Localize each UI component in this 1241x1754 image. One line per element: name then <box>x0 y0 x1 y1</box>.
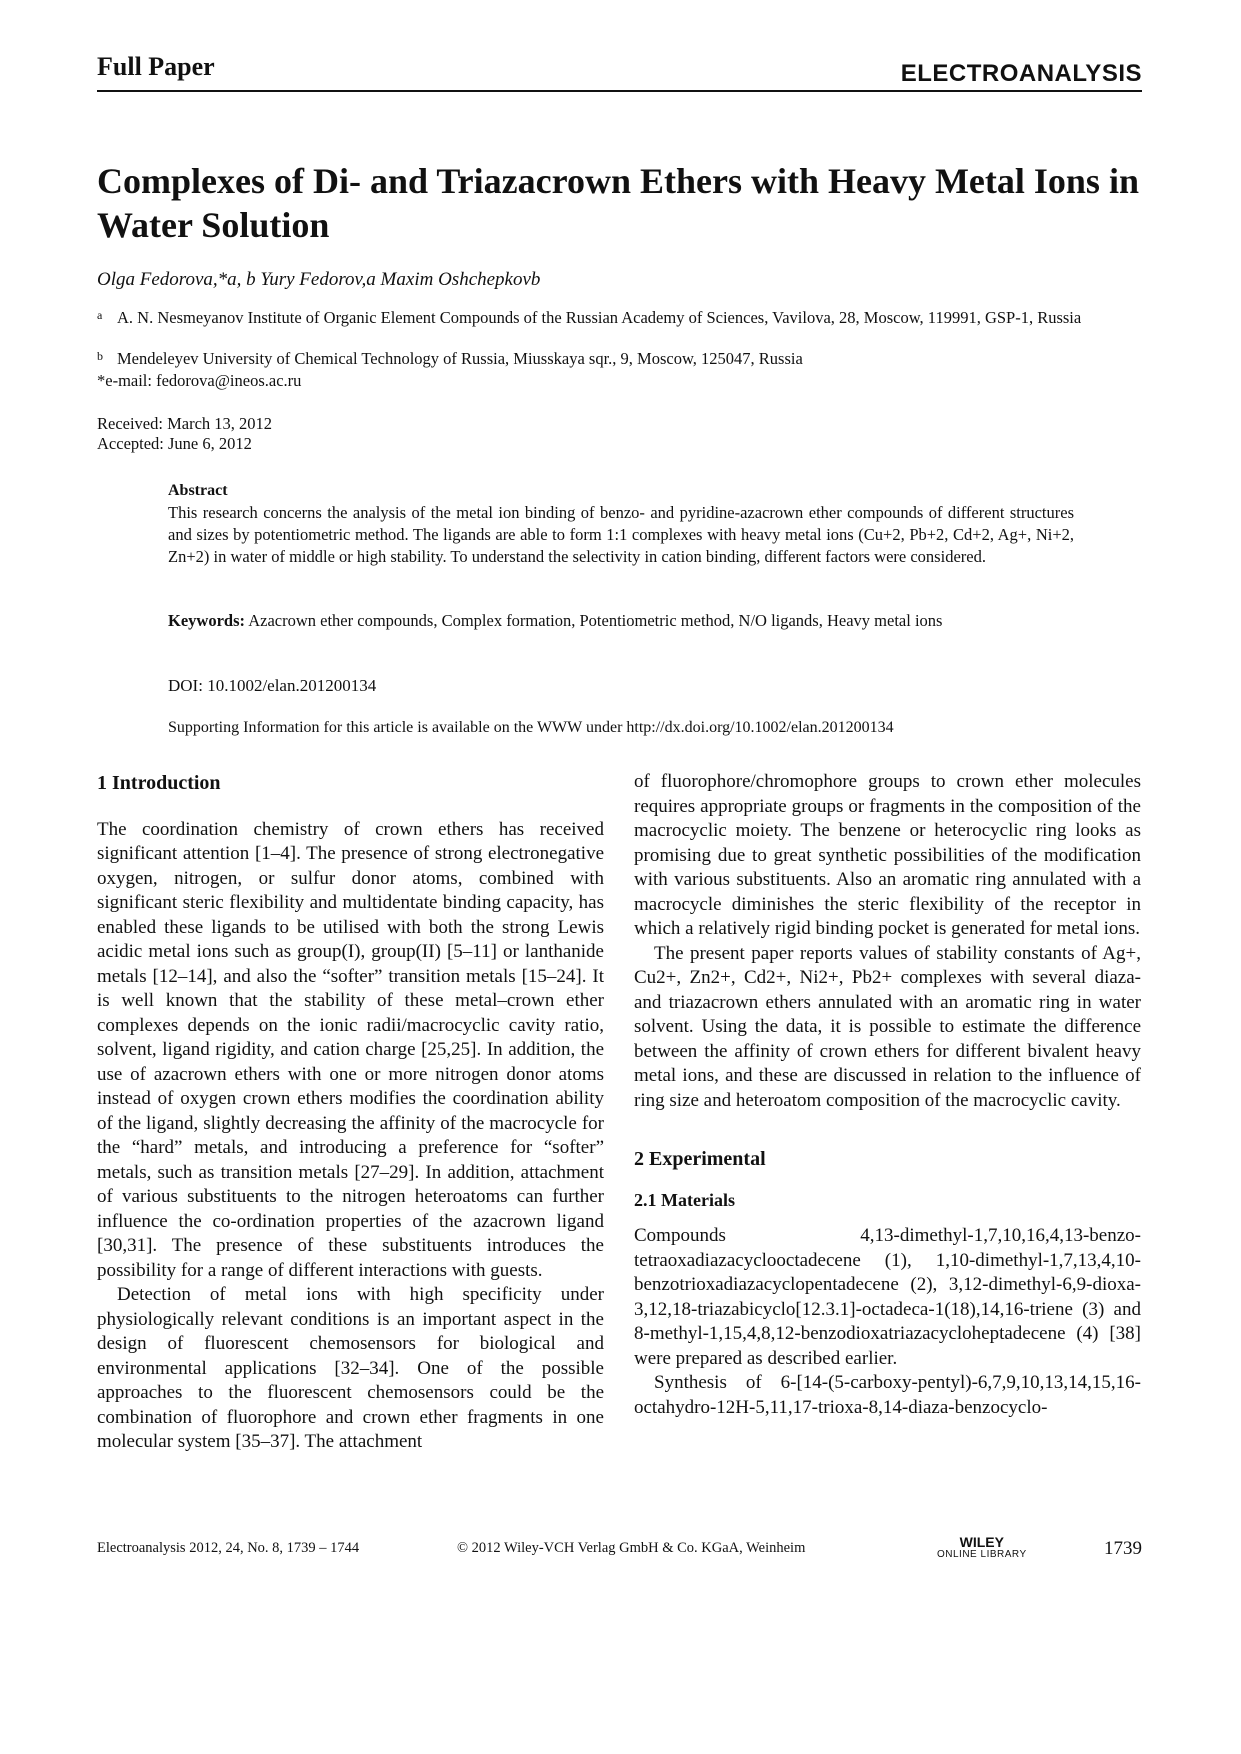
footer-journal-citation: Electroanalysis 2012, 24, No. 8, 1739 – 1744 <box>97 1540 360 1556</box>
article-title: Complexes of Di- and Triazacrown Ethers with Heavy Metal Ions in Water Solution <box>97 161 1139 245</box>
keywords-label: Keywords: <box>168 611 245 630</box>
intro-paragraph-1: The coordination chemistry of crown ethers has received significant attention [1–4]. The presence of strong electronegative oxygen, nitrogen, or sulfur donor atoms, combined with significant steric flexibility and multidentate binding capacity, has enabled these ligands to be utilised with both the strong Lewis acidic metal ions such as group(I), group(II) [5–11] or lanthanide metals [12–14], and also the “softer” transition metals [15–24]. It is well known that the stability of these metal–crown ether complexes depends on the ionic radii/macrocyclic cavity ratio, solvent, ligand rigidity, and cation charge [25,25]. In addition, the use of azacrown ethers with one or more nitrogen donor atoms instead of oxygen crown ethers modifies the coordination ability of the ligand, slightly decreasing the affinity of the macrocycle for the “hard” metals, and introducing a preference for “softer” metals, such as transition metals [27–29]. In addition, attachment of various substituents to the nitrogen heteroatoms can further influence the co-ordination properties of the azacrown ligand [30,31]. The presence of these substituents introduces the possibility for a range of different interactions with guests. <box>97 818 604 1281</box>
intro-paragraph-3: of fluorophore/chromophore groups to crown ether molecules requires appropriate groups or fragments in the composition of the macrocyclic moiety. The benzene or heterocyclic ring looks as promising due to great synthetic possibilities of the modification with various substituents. Also an aromatic ring annulated with a macrocycle diminishes the steric flexibility of the receptor in which a relatively rigid binding pocket is generated for metal ions. <box>634 771 1141 939</box>
accepted-date: Accepted: June 6, 2012 <box>97 434 252 453</box>
journal-name: ELECTROANALYSIS <box>900 60 1142 87</box>
intro-paragraph-4: The present paper reports values of stability constants of Ag+, Cu2+, Zn2+, Cd2+, Ni2+, Pb2+ complexes with several diaza- and triazacrown ethers annulated with an aromatic ring in water solvent. Using the data, it is possible to estimate the difference between the affinity of crown ethers for different bivalent heavy metal ions, and these are discussed in relation to the influence of ring size and heteroatom composition of the macrocyclic cavity. <box>634 942 1141 1111</box>
left-column <box>97 771 604 1455</box>
article-type: Full Paper <box>97 52 215 81</box>
dates <box>97 414 272 454</box>
intro-paragraph-2: Detection of metal ions with high specificity under physiologically relevant conditions is an important aspect in the design of fluorescent chemosensors for biological and environmental applications [32–34]. One of the possible approaches to the fluorescent chemosensors could be the combination of fluorophore and crown ether fragments in one molecular system [35–37]. The attachment <box>97 1284 604 1452</box>
page-number: 1739 <box>1104 1538 1142 1559</box>
keywords <box>168 610 1074 632</box>
right-column <box>634 770 1141 1420</box>
section-heading-introduction: 1 Introduction <box>97 772 221 794</box>
authors: Olga Fedorova,*a, b Yury Fedorov,a Maxim Oshchepkovb <box>97 269 541 290</box>
received-date: Received: March 13, 2012 <box>97 414 273 433</box>
abstract-text: This research concerns the analysis of the metal ion binding of benzo- and pyridine-azacrown ether compounds of different structures and sizes by potentiometric method. The ligands are able to form 1:1 complexes with heavy metal ions (Cu+2, Pb+2, Cd+2, Ag+, Ni+2, Zn+2) in water of middle or high stability. To understand the selectivity in cation binding, different factors were considered. <box>168 503 1074 566</box>
subsection-heading-materials: 2.1 Materials <box>634 1189 735 1210</box>
section-heading-experimental: 2 Experimental <box>634 1148 766 1170</box>
email: *e-mail: fedorova@ineos.ac.ru <box>97 371 302 390</box>
footer <box>97 1534 1142 1568</box>
affiliation-a-text: A. N. Nesmeyanov Institute of Organic Element Compounds of the Russian Academy of Sciences, Vavilova, 28, Moscow, 119991, GSP-1, Russia <box>117 308 1082 327</box>
abstract-heading: Abstract <box>168 482 228 499</box>
running-header <box>97 50 1142 92</box>
affiliation-b: b Mendeleyev University of Chemical Technology of Russia, Miusskaya sqr., 9, Moscow, 125047, Russia <box>97 349 803 368</box>
wiley-logo-text: WILEY <box>959 1534 1004 1550</box>
wiley-logo <box>937 1534 1027 1560</box>
affiliation-a: a A. N. Nesmeyanov Institute of Organic Element Compounds of the Russian Academy of Sciences, Vavilova, 28, Moscow, 119991, GSP-1, Russia <box>97 308 1082 327</box>
doi: DOI: 10.1002/elan.201200134 <box>168 676 377 695</box>
materials-paragraph-2: Synthesis of 6-[14-(5-carboxy-pentyl)-6,7,9,10,13,14,15,16-octahydro-12H-5,11,17-trioxa-8,14-diaza-benzocyclo- <box>634 1372 1141 1418</box>
materials-paragraph-1: Compounds 4,13-dimethyl-1,7,10,16,4,13-benzo-tetraoxadiazacyclooctadecene (1), 1,10-dimethyl-1,7,13,4,10-benzotrioxadiazacyclopentadecene (2), 3,12-dimethyl-6,9-dioxa-3,12,18-triazabicyclo[12.3.1]-octadeca-1(18),14,16-triene (3) and 8-methyl-1,15,4,8,12-benzodioxatriazacycloheptadecene (4) [38] were prepared as described earlier. <box>634 1225 1141 1369</box>
wiley-logo-subtext: ONLINE LIBRARY <box>937 1549 1027 1560</box>
affiliation-b-text: Mendeleyev University of Chemical Technology of Russia, Miusskaya sqr., 9, Moscow, 125047, Russia <box>117 349 803 368</box>
supporting-info: Supporting Information for this article is available on the WWW under http://dx.doi.org/10.1002/elan.201200134 <box>168 719 894 736</box>
footer-copyright: © 2012 Wiley-VCH Verlag GmbH & Co. KGaA, Weinheim <box>457 1540 806 1556</box>
keywords-text: Azacrown ether compounds, Complex formation, Potentiometric method, N/O ligands, Heavy metal ions <box>248 611 943 630</box>
